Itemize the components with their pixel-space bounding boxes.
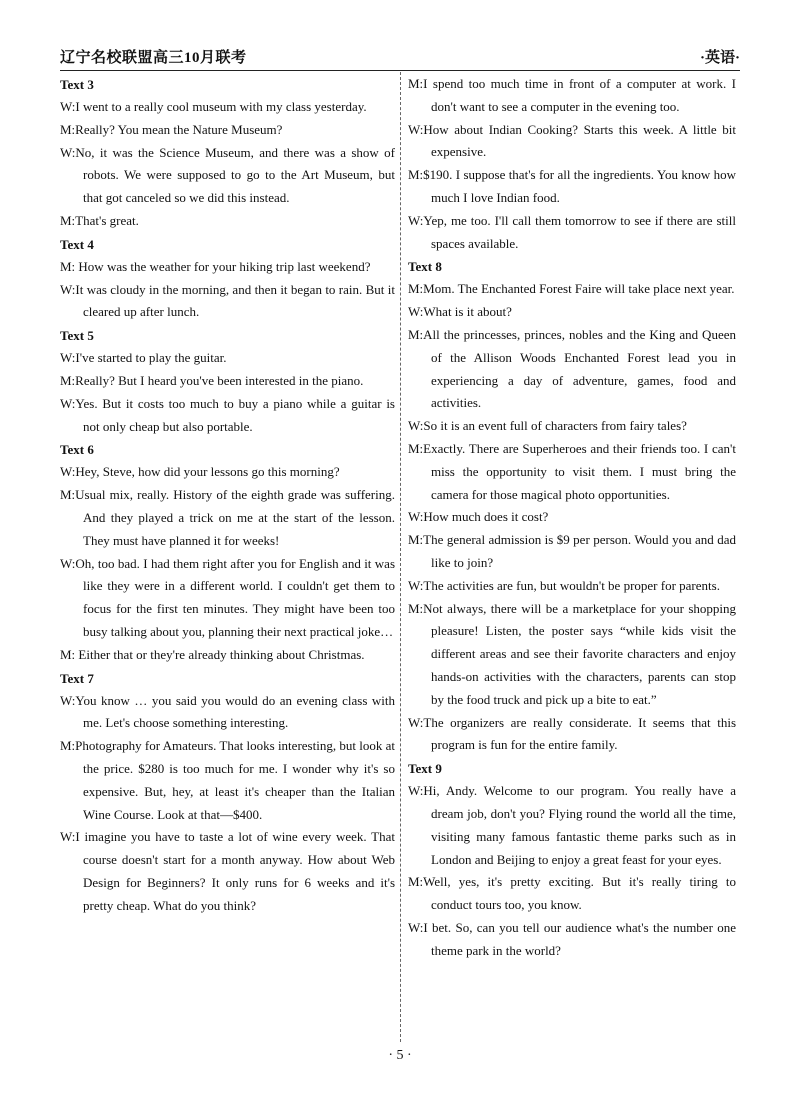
dialogue-line: M:Not always, there will be a marketplace for your shopping pleasure! Listen, the poster says “while kids visit the different areas and see their favorite characters and enjoy hands-on activities with the characters, parents can stop by the food truck and pick up a bite to eat.” <box>408 600 736 707</box>
section-heading: Text 3 <box>60 77 94 92</box>
section-heading: Text 6 <box>60 442 94 458</box>
dialogue-line: W:Hi, Andy. Welcome to our program. You really have a dream job, don't you? Flying round the world all the time, visiting many famous fantastic theme parks such as in London and Beijing to enjoy a great feast for your eyes. <box>408 783 736 867</box>
section-heading: Text 4 <box>60 236 94 252</box>
dialogue-line: M:Really? But I heard you've been interested in the piano. <box>60 372 364 388</box>
dialogue-line: W:You know … you said you would do an evening class with me. Let's choose something interesting. <box>60 692 395 731</box>
dialogue-line: W:No, it was the Science Museum, and there was a show of robots. We were supposed to go to the Art Museum, but that got canceled so we did this instead. <box>60 144 395 206</box>
dialogue-line: W:The organizers are really considerate. It seems that this program is fun for the entire family. <box>408 714 736 753</box>
dialogue-line: M:Really? You mean the Nature Museum? <box>60 121 283 137</box>
section-heading: Text 7 <box>60 670 94 686</box>
dialogue-line: W:Yep, me too. I'll call them tomorrow to see if there are still spaces available. <box>408 212 736 251</box>
dialogue-line: M: Either that or they're already thinking about Christmas. <box>60 646 365 662</box>
dialogue-line: W:So it is an event full of characters from fairy tales? <box>408 418 687 434</box>
dialogue-line: W:I bet. So, can you tell our audience what's the number one theme park in the world? <box>408 919 736 958</box>
dialogue-line: W:It was cloudy in the morning, and then it began to rain. But it cleared up after lunch. <box>60 281 395 320</box>
page-number: · 5 · <box>388 1048 412 1063</box>
dialogue-line: W:Hey, Steve, how did your lessons go this morning? <box>60 464 340 480</box>
dialogue-line: W:I imagine you have to taste a lot of wine every week. That course doesn't start for a month anyway. How about Web Design for Beginners? It only runs for 6 weeks and it's pretty cheap. What do you think? <box>60 829 395 913</box>
right-column <box>408 73 736 962</box>
dialogue-line: M:That's great. <box>60 212 139 228</box>
section-heading: Text 5 <box>60 328 94 344</box>
dialogue-line: M:All the princesses, princes, nobles and the King and Queen of the Allison Woods Enchanted Forest lead you in experiencing a day of adventure, games, food and activities. <box>408 326 736 411</box>
dialogue-line: W:What is it about? <box>408 304 512 320</box>
section-heading: Text 8 <box>408 259 442 275</box>
dialogue-line: M:Mom. The Enchanted Forest Faire will take place next year. <box>408 281 735 297</box>
dialogue-line: W:How much does it cost? <box>408 509 549 525</box>
dialogue-line: M: How was the weather for your hiking trip last weekend? <box>60 258 371 274</box>
dialogue-line: W:I've started to play the guitar. <box>60 350 227 366</box>
page-header <box>60 44 740 71</box>
dialogue-line: M:The general admission is $9 per person. Would you and dad like to join? <box>408 532 736 570</box>
left-column <box>60 73 395 918</box>
dialogue-line: W:I went to a really cool museum with my class yesterday. <box>60 99 367 114</box>
dialogue-line: W:Yes. But it costs too much to buy a piano while a guitar is not only cheap but also portable. <box>60 395 395 434</box>
dialogue-line: W:How about Indian Cooking? Starts this week. A little bit expensive. <box>408 121 736 160</box>
section-heading: Text 9 <box>408 761 442 777</box>
dialogue-line: M:I spend too much time in front of a computer at work. I don't want to see a computer in the evening too. <box>408 76 736 114</box>
dialogue-line: M:Exactly. There are Superheroes and their friends too. I can't miss the opportunity to visit them. I must bring the camera for those magical photo opportunities. <box>408 440 736 502</box>
exam-title: 辽宁名校联盟高三10月联考 <box>60 50 247 66</box>
dialogue-line: M:Well, yes, it's pretty exciting. But it's really tiring to conduct tours too, you know. <box>408 874 736 913</box>
column-divider <box>400 72 401 1042</box>
dialogue-line: M:Photography for Amateurs. That looks interesting, but look at the price. $280 is too much for me. I wonder why it's so expensive. But, hey, at least it's cheaper than the Italian Wine Course. Look at that—$400. <box>60 738 395 822</box>
dialogue-line: M:$190. I suppose that's for all the ingredients. You know how much I love Indian food. <box>408 167 736 205</box>
dialogue-line: W:Oh, too bad. I had them right after you for English and it was like they were in a different world. I couldn't get them to focus for the first ten minutes. They might have been too busy talking about you, planning their next practical joke… <box>60 555 395 639</box>
dialogue-line: W:The activities are fun, but wouldn't be proper for parents. <box>408 577 720 593</box>
subject-label: ·英语· <box>699 50 740 66</box>
dialogue-line: M:Usual mix, really. History of the eighth grade was suffering. And they played a trick on me at the start of the lesson. They must have planned it for weeks! <box>60 487 395 548</box>
